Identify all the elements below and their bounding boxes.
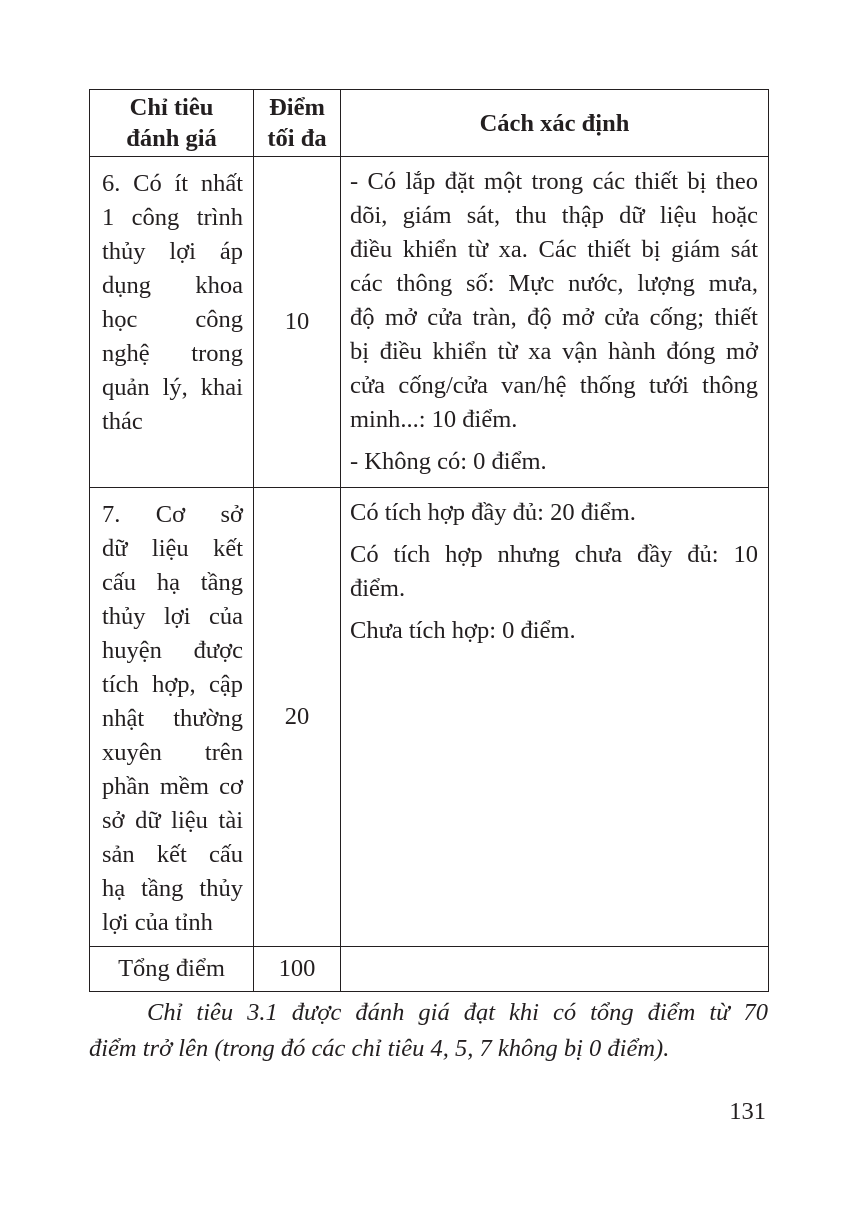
- max-score-cell: 20: [254, 488, 341, 947]
- criterion-line: xuyên trên: [102, 739, 243, 766]
- header-criterion: [90, 90, 254, 157]
- criterion-line: nhật thường: [102, 705, 243, 732]
- criterion-line: thác: [102, 408, 143, 435]
- criterion-line: nghệ trong: [102, 340, 243, 367]
- table-total-row: [90, 947, 769, 992]
- method-line: minh...: 10 điểm.: [350, 406, 518, 433]
- criterion-line: lợi của tỉnh: [102, 909, 213, 936]
- criterion-line: quản lý, khai: [102, 374, 243, 401]
- method-line: dõi, giám sát, thu thập dữ liệu hoặc: [350, 202, 758, 229]
- criterion-cell: [90, 488, 254, 947]
- total-label: Tổng điểm: [90, 947, 254, 992]
- criterion-line: 7. Cơ sở: [102, 501, 243, 528]
- table-row: [90, 488, 769, 947]
- method-line: độ mở cửa tràn, độ mở cửa cống; thiết: [350, 304, 758, 331]
- footnote-paragraph: [89, 995, 768, 1067]
- criterion-line: học công: [102, 306, 243, 333]
- method-paragraph: [350, 165, 758, 437]
- criterion-line: 6. Có ít nhất: [102, 170, 243, 197]
- criterion-line: tích hợp, cập: [102, 671, 243, 698]
- method-cell: [341, 157, 769, 488]
- criterion-line: thủy lợi áp: [102, 238, 243, 265]
- criterion-line: huyện được: [102, 637, 243, 664]
- header-criterion-line: Chỉ tiêu: [129, 94, 214, 121]
- method-line: các thông số: Mực nước, lượng mưa,: [350, 270, 758, 297]
- method-line: Chưa tích hợp: 0 điểm.: [350, 617, 576, 644]
- method-paragraph: [350, 496, 758, 530]
- criterion-line: dụng khoa: [102, 272, 243, 299]
- criterion-line: phần mềm cơ: [102, 773, 243, 800]
- criterion-cell: [90, 157, 254, 488]
- method-paragraph: [350, 538, 758, 606]
- header-max-score: [254, 90, 341, 157]
- table-header-row: [90, 90, 769, 157]
- total-value: 100: [254, 947, 341, 992]
- criterion-line: dữ liệu kết: [102, 535, 243, 562]
- footnote-line: điểm trở lên (trong đó các chỉ tiêu 4, 5, 7 không bị 0 điểm).: [89, 1035, 670, 1062]
- method-line: - Không có: 0 điểm.: [350, 448, 547, 475]
- method-line: - Có lắp đặt một trong các thiết bị theo: [350, 168, 758, 195]
- page-number: 131: [729, 1098, 766, 1125]
- header-method: Cách xác định: [341, 90, 769, 157]
- method-paragraph: [350, 445, 758, 479]
- table-row: [90, 157, 769, 488]
- footnote-line: Chỉ tiêu 3.1 được đánh giá đạt khi có tổng điểm từ 70: [147, 999, 768, 1026]
- method-line: cửa cống/cửa van/hệ thống tưới thông: [350, 372, 758, 399]
- criterion-line: cấu hạ tầng: [102, 569, 243, 596]
- criterion-line: sản kết cấu: [102, 841, 243, 868]
- header-max-score-line: Điểm: [269, 94, 325, 121]
- criteria-table: [89, 89, 769, 992]
- total-method: [341, 947, 769, 992]
- max-score-cell: 10: [254, 157, 341, 488]
- method-line: Có tích hợp nhưng chưa đầy đủ: 10: [350, 541, 758, 568]
- method-line: Có tích hợp đầy đủ: 20 điểm.: [350, 499, 636, 526]
- method-line: bị điều khiển từ xa vận hành đóng mở: [350, 338, 758, 365]
- method-paragraph: [350, 614, 758, 648]
- method-line: điểm.: [350, 575, 406, 602]
- criterion-line: sở dữ liệu tài: [102, 807, 243, 834]
- criterion-line: 1 công trình: [102, 204, 243, 231]
- method-cell: [341, 488, 769, 947]
- header-max-score-line: tối đa: [267, 125, 327, 152]
- criterion-line: thủy lợi của: [102, 603, 243, 630]
- criterion-line: hạ tầng thủy: [102, 875, 243, 902]
- header-criterion-line: đánh giá: [126, 125, 217, 152]
- method-line: điều khiển từ xa. Các thiết bị giám sát: [350, 236, 758, 263]
